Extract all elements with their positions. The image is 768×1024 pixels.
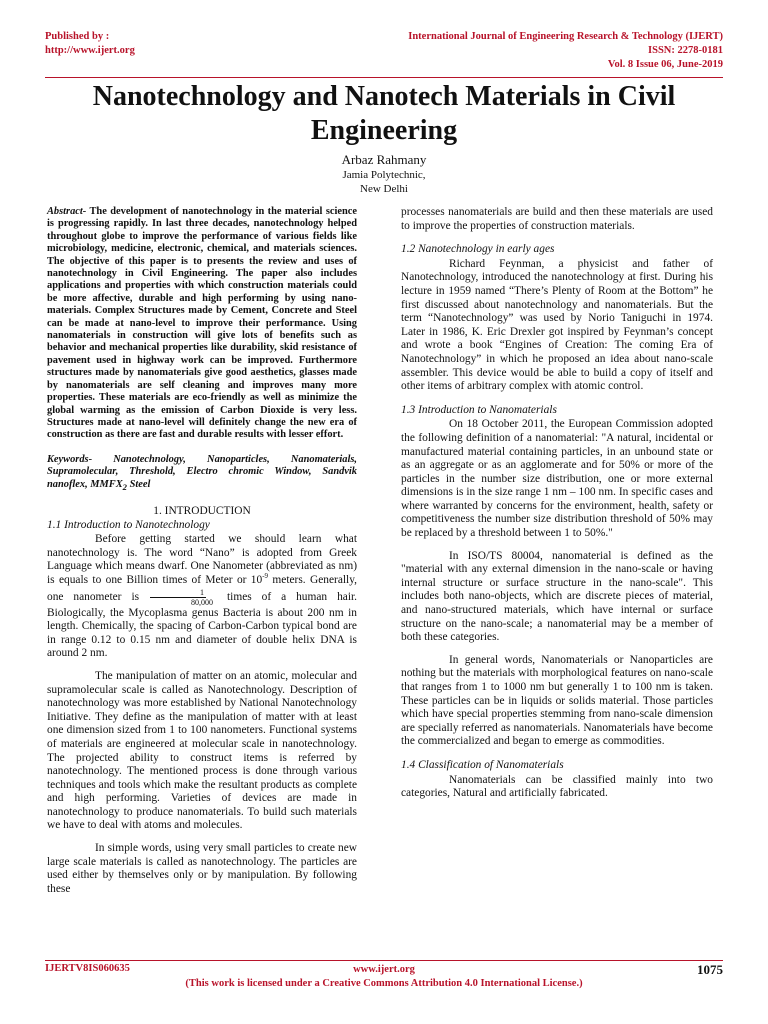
right-column [401,206,713,810]
footer-divider [45,960,723,961]
affiliation-line: Jamia Polytechnic, [342,169,426,181]
paper-title: Nanotechnology and Nanotech Materials in Civil Engineering [92,81,676,146]
published-by-label: Published by : [45,31,110,42]
page-number: 1075 [697,962,723,977]
abstract-text: The development of nanotechnology in the material science is progressing rapidly. In last three decades, nanotechnology helped throughout globe to improve the performance of various fields like microbiology, medicine, electronic, chemical, and materials sciences. The objective of this paper is to presents the review and uses of nanotechnology in Civil Engineering. The paper also includes applications and properties with which construction materials could be more affective, durable and high performing by using nano-materials. Complex Structures made by Cement, Concrete and Steel can be made at nano-level to improve their performance. Using nanomaterials in construction will give lots of benefits such as behavior and mechanical properties like durability, skid resistance of pavement used in highway work can be improved. Furthermore structures made by nanomaterials give good aesthetics, glasses made by nanomaterials are self cleaning and improves many more properties. These materials are eco-friendly as well as minimize the global warming as the emission of Carbon Dioxide is very less. Structures made at nano-level will definitely change the new era of construction as there are fast and durable results with lesser effort. [47,206,357,441]
header-publisher [45,30,135,58]
fraction [141,588,215,607]
journal-name: International Journal of Engineering Research & Technology (IJERT) [408,31,723,42]
subsection-heading: 1.4 Classification of Nanomaterials [401,758,564,771]
paragraph-continued: processes nanomaterials are build and then these materials are used to improve the properties of construction materials. [401,206,713,232]
subsection-heading: 1.3 Introduction to Nanomaterials [401,403,557,416]
paragraph: On 18 October 2011, the European Commission adopted the following definition of a nanomaterial: "A natural, incidental or manufactured material containing particles, in an unbound state or as an aggregate or as an agglomerate and for 50% or more of the particles in the number size distribution, one or more external dimensions is in the size range 1 nm – 100 nm. In specific cases and where warranted by concerns for the environment, health, safety or competitiveness the number size distribution threshold of 50% may be replaced by a threshold between 1 to 50%." [401,418,713,540]
paper-id: IJERTV8IS060635 [45,963,130,974]
publisher-url-link[interactable]: http://www.ijert.org [45,45,135,56]
paragraph: In general words, Nanomaterials or Nanoparticles are nothing but the materials with morphological features on nano-scale that ranges from 1 to 1000 nm but generally 1 to 100 nm is taken. These particles can be in liquids or solids material. Those particles which have special properties stemming from nano-scale dimension are specially referred as nanomaterials. Nanomaterials have become the commercialized and began to emerge as commodities. [401,653,713,748]
footer-url-link[interactable]: www.ijert.org [353,964,415,975]
paragraph: Richard Feynman, a physicist and father of Nanotechnology, introduced the nanotechnology at first. During his lecture in 1959 named “There’s Plenty of Room at the Bottom” he first discussed about nanotechnology and nanomaterials. But the term “Nanotechnology” was used by Norio Taniguchi in 1974. Later in 1986, K. Eric Drexler got inspired by Feynman’s concept and wrote a book “Engines of Creation: The coming Era of Nanotechnology” in which he proposed an idea about nano-scale assembler. This device would be able to build a copy of itself and other items of arbitrary complex with atomic control. [401,257,713,393]
paragraph: Nanomaterials can be classified mainly into two categories, Natural and artificially fabricated. [401,773,713,800]
keywords-subscript: 2 [122,481,127,492]
header-journal-info [408,30,723,72]
section-heading-introduction: 1. INTRODUCTION [153,505,251,518]
subsection-heading: 1.1 Introduction to Nanotechnology [47,518,210,531]
issn: ISSN: 2278-0181 [648,45,723,56]
author-affiliation [0,168,768,196]
paragraph-text: times of a human hair. Biologically, the Mycoplasma genus Bacteria is about 200 nm in length. Chemically, the spacing of Carbon-Carbon typical bond are in range 0.12 to 0.15 nm and diameter of double helix DNA is around 2 nm. [47,590,358,660]
paragraph-text: meters. Generally, one nanometer is [47,573,358,603]
volume-issue: Vol. 8 Issue 06, June-2019 [607,59,723,70]
paragraph-text: Before getting started we should learn what nanotechnology is. The word “Nano” is adopted from Greek Language which means dwarf. One Nanometer (abbreviated as nm) is equals to one Billion times of Meter or 10 [47,533,357,586]
keywords-tail: Steel [126,478,151,490]
paragraph [47,533,357,661]
exponent: -9 [262,572,269,581]
author-name: Arbaz Rahmany [341,152,427,167]
left-column [47,206,357,905]
keywords [47,454,357,493]
license-note: (This work is licensed under a Creative Commons Attribution 4.0 International License.) [185,978,583,989]
header-divider [45,77,723,78]
footer-center [0,963,768,991]
fraction-numerator: 1 [150,588,206,598]
paragraph: In simple words, using very small particles to create new large scale materials is called as nanotechnology. The particles are used either by themselves only or by manipulation. By following these [47,842,357,895]
paragraph: In ISO/TS 80004, nanomaterial is defined as the "material with any external dimension in the nano-scale or having internal structure or surface structure in the nano-scale". This includes both nano-objects, which are discrete pieces of material, and nano-structured materials, which have internal or surface structure on the nano-scale; a nanomaterial may be a member of both these categories. [401,549,713,644]
subsection-heading: 1.2 Nanotechnology in early ages [401,243,555,256]
abstract [47,206,357,442]
keywords-label: Keywords- [47,453,93,465]
abstract-label: Abstract- [47,206,87,217]
fraction-denominator: 80,000 [191,597,214,607]
keywords-text: Nanotechnology, Nanoparticles, Nanomaterials, Supramolecular, Threshold, Electro chromic Window, Sandvik nanoflex, MMFX [47,453,357,490]
affiliation-line: New Delhi [360,183,408,195]
paragraph: The manipulation of matter on an atomic, molecular and supramolecular scale is called as Nanotechnology. Description of nanotechnology was more established by National Nanotechnology Initiative. They define as the manipulation of matter with at least one dimension sized from 1 to 100 nanometers. Functional systems of materials are engineered at molecular scale in nanotechnology. The projected ability to construct items is referred by nanotechnology. The mentioned process is done through various techniques and tools which make the resultant products as complete and high performing. Varieties of devices are made in nanotechnology to produce nanomaterials. To build such materials we have to deal with atoms and molecules. [47,669,357,832]
